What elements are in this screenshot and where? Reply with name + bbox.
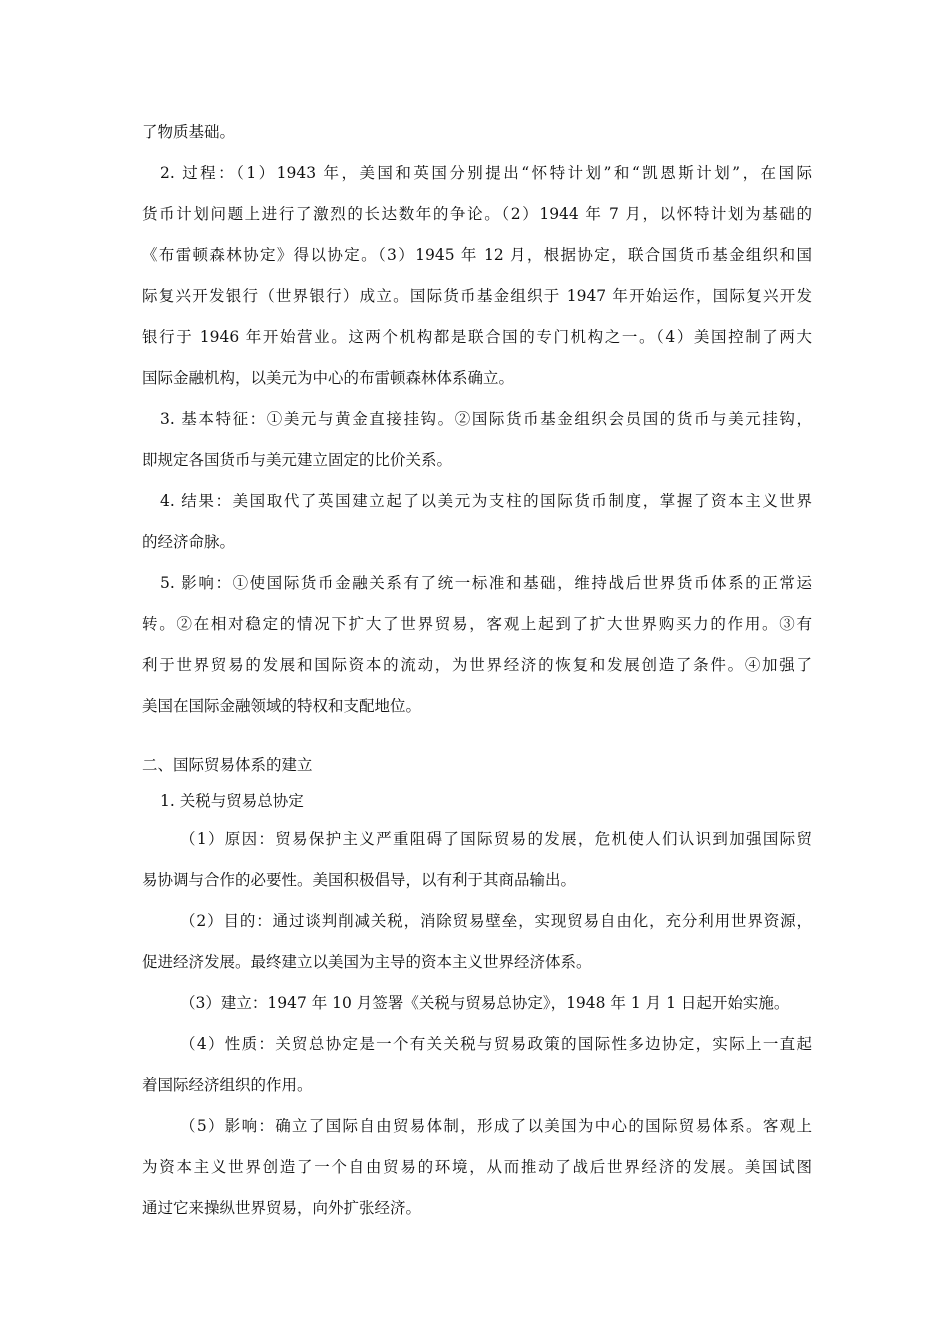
text-line: 转。②在相对稳定的情况下扩大了世界贸易，客观上起到了扩大世界购买力的作用。③有 xyxy=(142,615,812,633)
text-line: 着国际经济组织的作用。 xyxy=(142,1076,313,1094)
text-line: 美国在国际金融领域的特权和支配地位。 xyxy=(142,697,422,715)
text-line: （4）性质：关贸总协定是一个有关关税与贸易政策的国际性多边协定，实际上一直起 xyxy=(180,1035,812,1053)
text-line: 货币计划问题上进行了激烈的长达数年的争论。（2）1944 年 7 月，以怀特计划为基础的 xyxy=(142,205,812,223)
text-line: 为资本主义世界创造了一个自由贸易的环境，从而推动了战后世界经济的发展。美国试图 xyxy=(142,1158,812,1176)
text-line: （3）建立：1947 年 10 月签署《关税与贸易总协定》，1948 年 1 月 1 日起开始实施。 xyxy=(180,994,790,1012)
text-line: 即规定各国货币与美元建立固定的比价关系。 xyxy=(142,451,453,469)
text-line: 了物质基础。 xyxy=(142,123,236,141)
section-heading: 二、国际贸易体系的建立 xyxy=(142,756,313,774)
document-body xyxy=(142,112,812,1229)
subsection-heading: 1. 关税与贸易总协定 xyxy=(160,792,304,810)
text-line: 《布雷顿森林协定》得以协定。（3）1945 年 12 月，根据协定，联合国货币基金组织和国 xyxy=(142,246,812,264)
text-line: 3. 基本特征：①美元与黄金直接挂钩。②国际货币基金组织会员国的货币与美元挂钩， xyxy=(160,410,812,428)
text-line: 银行于 1946 年开始营业。这两个机构都是联合国的专门机构之一。（4）美国控制了两大 xyxy=(142,328,812,346)
text-line: （5）影响：确立了国际自由贸易体制，形成了以美国为中心的国际贸易体系。客观上 xyxy=(180,1117,812,1135)
text-line: 通过它来操纵世界贸易，向外扩张经济。 xyxy=(142,1199,422,1217)
text-line: 利于世界贸易的发展和国际资本的流动，为世界经济的恢复和发展创造了条件。④加强了 xyxy=(142,656,812,674)
text-line: 的经济命脉。 xyxy=(142,533,236,551)
text-line: 国际金融机构，以美元为中心的布雷顿森林体系确立。 xyxy=(142,369,515,387)
text-line: （1）原因：贸易保护主义严重阻碍了国际贸易的发展，危机使人们认识到加强国际贸 xyxy=(180,830,812,848)
text-line: 促进经济发展。最终建立以美国为主导的资本主义世界经济体系。 xyxy=(142,953,592,971)
section-gap xyxy=(142,727,812,747)
text-line: 易协调与合作的必要性。美国积极倡导，以有利于其商品输出。 xyxy=(142,871,577,889)
text-line: 2. 过程：（1）1943 年，美国和英国分别提出“怀特计划”和“凯恩斯计划”，在国际 xyxy=(160,164,812,182)
text-line: 5. 影响：①使国际货币金融关系有了统一标准和基础，维持战后世界货币体系的正常运 xyxy=(160,574,812,592)
text-line: 际复兴开发银行（世界银行）成立。国际货币基金组织于 1947 年开始运作，国际复兴开发 xyxy=(142,287,812,305)
text-line: （2）目的：通过谈判削减关税，消除贸易壁垒，实现贸易自由化，充分利用世界资源， xyxy=(180,912,812,930)
text-line: 4. 结果：美国取代了英国建立起了以美元为支柱的国际货币制度，掌握了资本主义世界 xyxy=(160,492,812,510)
